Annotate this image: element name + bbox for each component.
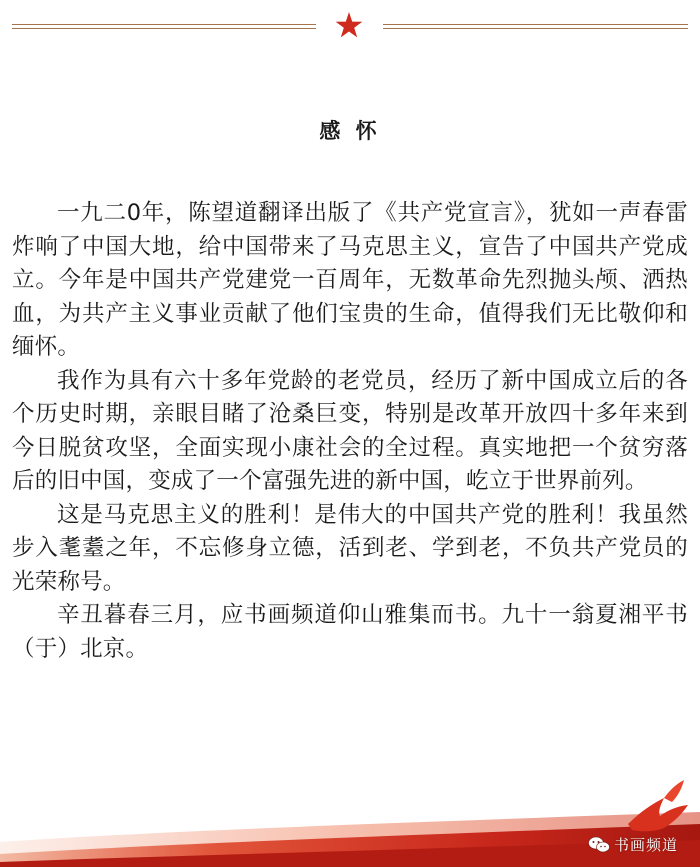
paragraph: 这是马克思主义的胜利！是伟大的中国共产党的胜利！我虽然步入耄耋之年，不忘修身立德，活到老、学到老，不负共产党员的光荣称号。 — [12, 501, 688, 595]
footer-decoration — [0, 772, 700, 867]
article-body — [12, 197, 688, 666]
wechat-icon — [588, 836, 610, 854]
paragraph: 一九二0年，陈望道翻译出版了《共产党宣言》，犹如一声春雷炸响了中国大地，给中国带来了马克思主义，宣告了中国共产党成立。今年是中国共产党建党一百周年，无数革命先烈抛头颅、洒热血，为共产主义事业贡献了他们宝贵的生命，值得我们无比敬仰和缅怀。 — [12, 200, 688, 360]
watermark-text: 书画频道 — [613, 836, 678, 854]
watermark — [588, 834, 678, 855]
header-divider-left — [12, 24, 316, 30]
header-divider-right — [383, 24, 688, 30]
red-star-icon — [334, 10, 364, 40]
signature-paragraph: 辛丑暮春三月，应书画频道仰山雅集而书。九十一翁夏湘平书（于）北京。 — [12, 602, 688, 662]
paragraph: 我作为具有六十多年党龄的老党员，经历了新中国成立后的各个历史时期，亲眼目睹了沧桑巨变，特别是改革开放四十多年来到今日脱贫攻坚，全面实现小康社会的全过程。真实地把一个贫穷落后的旧中国，变成了一个富强先进的新中国，屹立于世界前列。 — [12, 367, 688, 494]
article-title: 感 怀 — [319, 119, 381, 143]
